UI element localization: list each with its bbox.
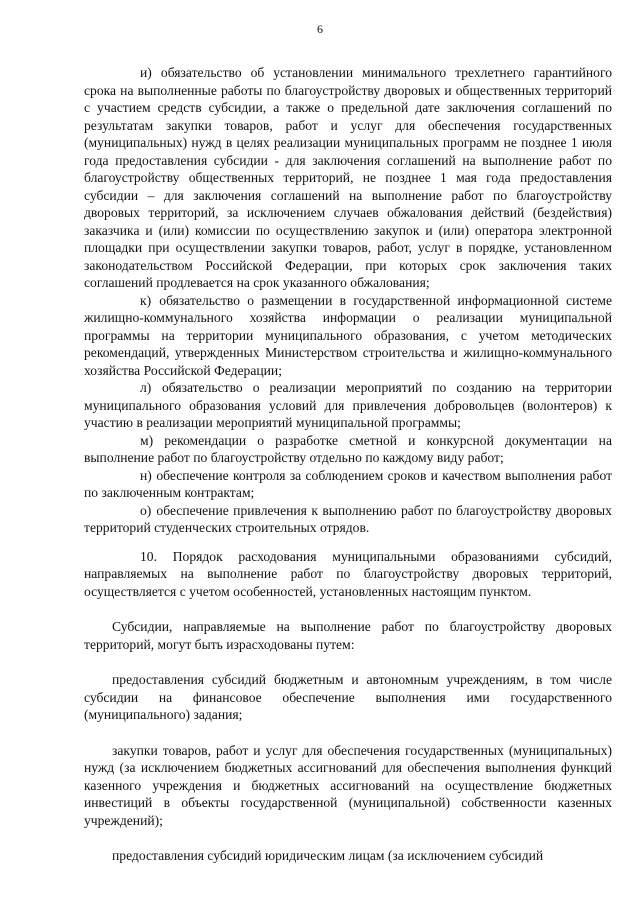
paragraph-item-m xyxy=(84,432,612,467)
paragraph-text: обязательство об установлении минимального трехлетнего гарантийного срока на выполненные работы по благоустройству дворовых и общественных территорий с участием средств субсидии, а также о предельной дате заключения соглашений по результатам закупки товаров, работ и услуг для обеспечения государственных (муниципальных) нужд в целях реализации муниципальных программ не позднее 1 июля года предоставления субсидии - для заключения соглашений на выполнение работ по благоустройству общественных территорий, не позднее 1 мая года предоставления субсидии – для заключения соглашений на выполнение работ по благоустройству дворовых территорий, за исключением случаев обжалования действий (бездействия) заказчика и (или) комиссии по осуществлению закупок и (или) оператора электронной площадки при осуществлении закупки товаров, работ, услуг в порядке, установленном законодательством Российской Федерации, при которых срок заключения таких соглашений продлевается на срок указанного обжалования; xyxy=(84,65,612,290)
paragraph-item-l xyxy=(84,379,612,432)
paragraph xyxy=(84,671,612,724)
paragraph-text: Субсидии, направляемые на выполнение работ по благоустройству дворовых территорий, могут быть израсходованы путем: xyxy=(84,619,612,652)
paragraph-clause-10 xyxy=(84,548,612,601)
document-body xyxy=(84,64,612,865)
paragraph-text: обязательство о размещении в государственной информационной системе жилищно-коммунального хозяйства информации о реализации муниципальной программы на территории муниципального образования, с учетом методических рекомендаций, утвержденных Министерством строительства и жилищно-коммунального хозяйства Российской Федерации; xyxy=(84,292,612,378)
item-label: л) xyxy=(140,380,152,395)
paragraph xyxy=(84,742,612,830)
paragraph-item-n xyxy=(84,467,612,502)
item-label: м) xyxy=(140,432,154,448)
paragraph-text: обязательство о реализации мероприятий по созданию на территории муниципального образования условий для привлечения добровольцев (волонтеров) к участию в реализации мероприятий муниципальной программы; xyxy=(84,380,612,430)
paragraph xyxy=(84,847,612,865)
paragraph-text: предоставления субсидий бюджетным и автономным учреждениям, в том числе субсидии на финансовое обеспечение выполнения ими государственного (муниципального) задания; xyxy=(84,672,612,722)
page-number: 6 xyxy=(317,22,323,36)
paragraph-text: предоставления субсидий юридическим лицам (за исключением субсидий xyxy=(112,848,544,863)
paragraph-text: обеспечение контроля за соблюдением сроков и качеством выполнения работ по заключенным контрактам; xyxy=(84,467,613,500)
paragraph-text: рекомендации о разработке сметной и конкурсной документации на выполнение работ по благоустройству отдельно по каждому виду работ; xyxy=(84,432,612,465)
paragraph-item-i xyxy=(84,64,612,292)
clause-number: 10. xyxy=(140,548,157,564)
paragraph xyxy=(84,618,612,653)
paragraph-text: обеспечение привлечения к выполнению работ по благоустройству дворовых территорий студенческих строительных отрядов. xyxy=(84,502,612,535)
paragraph-item-o xyxy=(84,502,612,537)
paragraph-text: закупки товаров, работ и услуг для обеспечения государственных (муниципальных) нужд (за исключением бюджетных ассигнований для обеспечения выполнения функций казенного учреждения и бюджетных ассигнований на осуществление бюджетных инвестиций в объекты государственной (муниципальной) собственности казенных учреждений); xyxy=(84,742,612,828)
item-label: и) xyxy=(140,65,152,80)
paragraph-item-k xyxy=(84,292,612,380)
paragraph-text: Порядок расходования муниципальными образованиями субсидий, направляемых на выполнение работ по благоустройству дворовых территорий, осуществляется с учетом особенностей, установленных настоящим пунктом. xyxy=(84,548,612,599)
item-label: о) xyxy=(140,502,152,518)
item-label: к) xyxy=(140,292,152,308)
item-label: н) xyxy=(140,467,152,483)
